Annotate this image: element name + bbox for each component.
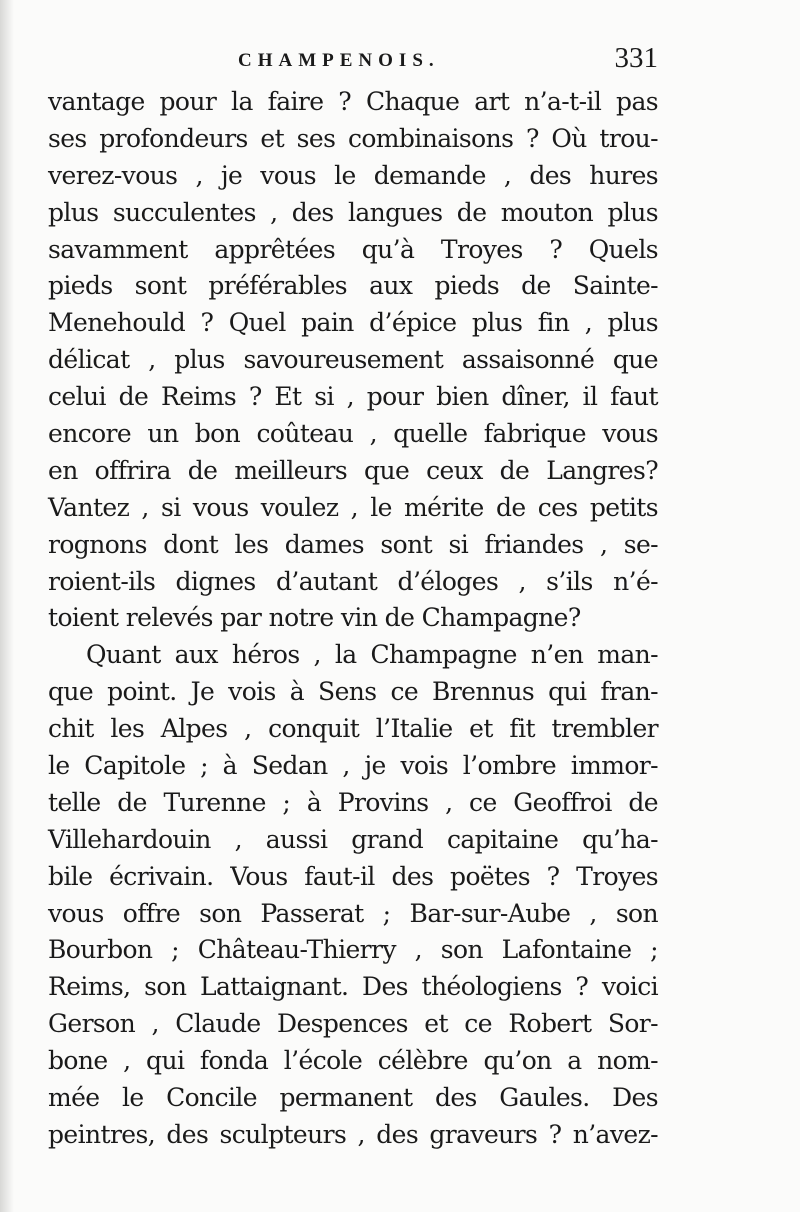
text-line: roient-ils dignes d’autant d’éloges , s’ils n’é-: [48, 566, 658, 596]
text-line: vantage pour la faire ? Chaque art n’a-t-il pas: [48, 87, 658, 116]
text-line: Vantez , si vous voulez , le mérite de ces petits: [48, 492, 658, 522]
text-line: que point. Je vois à Sens ce Brennus qui fran-: [48, 677, 658, 707]
text-line: ses profondeurs et ses combinaisons ? Où trou-: [48, 123, 658, 153]
text-line: pieds sont préférables aux pieds de Sainte-: [48, 271, 658, 301]
text-line: vous offre son Passerat ; Bar-sur-Aube , son: [48, 898, 658, 928]
body-text: [48, 84, 658, 1154]
text-line: telle de Turenne ; à Provins , ce Geoffroi de: [48, 787, 658, 817]
text-line: plus succulentes , des langues de mouton plus: [48, 197, 658, 227]
text-line: encore un bon coûteau , quelle fabrique vous: [48, 419, 658, 449]
text-line: Quant aux héros , la Champagne n’en man-: [86, 640, 658, 670]
text-line: en offrira de meilleurs que ceux de Langres?: [48, 455, 658, 485]
text-line: Villehardouin , aussi grand capitaine qu’ha-: [48, 824, 658, 854]
text-line: bile écrivain. Vous faut-il des poëtes ? Troyes: [48, 861, 658, 891]
text-line: Menehould ? Quel pain d’épice plus fin , plus: [48, 308, 658, 338]
text-line: Reims, son Lattaignant. Des théologiens ? voici: [48, 972, 658, 1002]
text-line: bone , qui fonda l’école célèbre qu’on a nom-: [48, 1046, 658, 1076]
page-number: 331: [614, 42, 658, 74]
text-line: celui de Reims ? Et si , pour bien dîner, il faut: [48, 382, 658, 412]
text-line: mée le Concile permanent des Gaules. Des: [48, 1083, 658, 1113]
text-line: peintres, des sculpteurs , des graveurs ? n’avez-: [48, 1119, 658, 1149]
running-head: [48, 44, 658, 84]
text-line: chit les Alpes , conquit l’Italie et fit trembler: [48, 714, 658, 744]
text-line: toient relevés par notre vin de Champagne?: [48, 603, 581, 633]
text-line: rognons dont les dames sont si friandes , se-: [48, 529, 658, 559]
text-line: verez-vous , je vous le demande , des hures: [48, 160, 658, 190]
text-line: le Capitole ; à Sedan , je vois l’ombre immor-: [48, 751, 658, 781]
text-line: délicat , plus savoureusement assaisonné que: [48, 345, 658, 375]
text-line: savamment apprêtées qu’à Troyes ? Quels: [48, 234, 658, 264]
text-line: Bourbon ; Château-Thierry , son Lafontaine ;: [48, 935, 658, 965]
running-title: CHAMPENOIS.: [238, 50, 440, 71]
text-line: Gerson , Claude Despences et ce Robert Sor-: [48, 1009, 658, 1039]
